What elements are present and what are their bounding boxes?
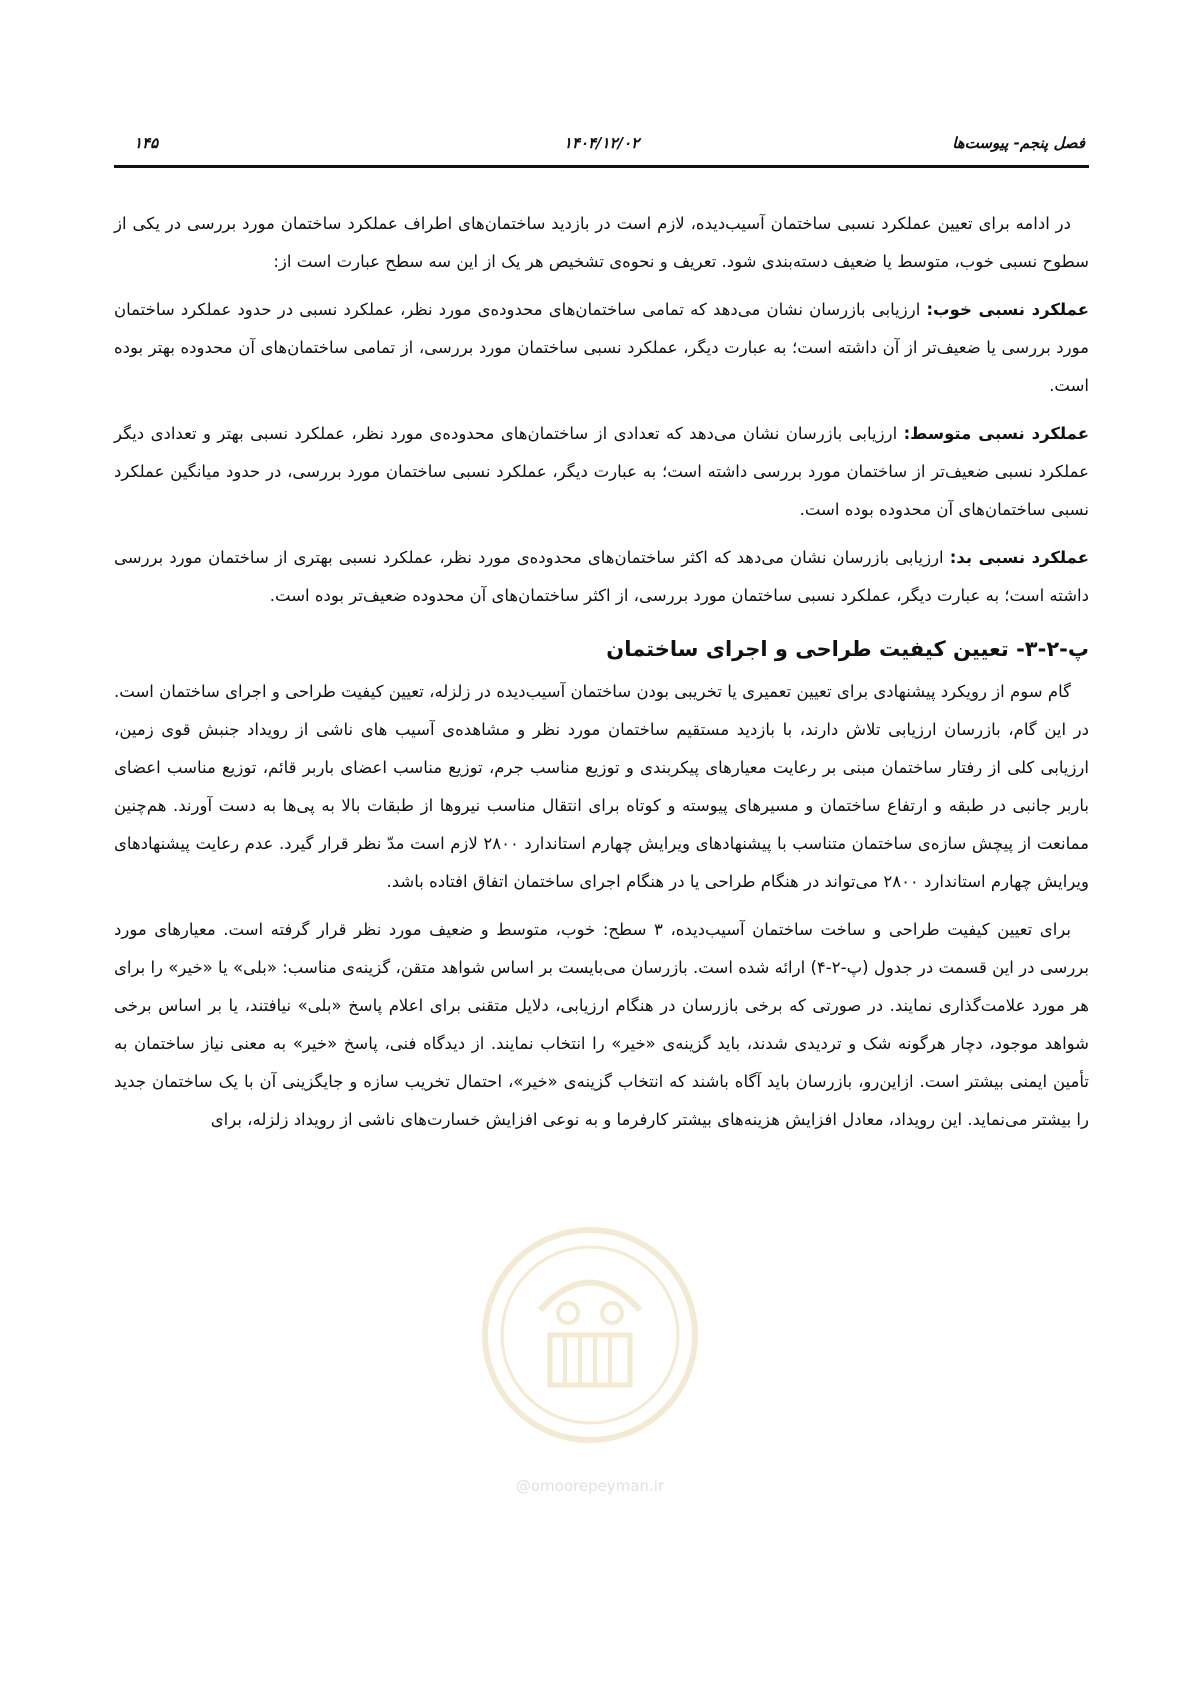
definition-text: ارزیابی بازرسان نشان می‌دهد که تمامی ساختمان‌های محدوده‌ی مورد نظر، عملکرد نسبی در حدود عملکرد ساختمان مورد بررسی یا ضعیف‌تر از آن داشته است؛ به عبارت دیگر، عملکرد نسبی ساختمان مورد بررسی، از تمامی ساختمان‌های آن محدوده بهتر بوده است. (114, 300, 1089, 395)
page-header (118, 128, 1085, 158)
section-paragraph: گام سوم از رویکرد پیشنهادی برای تعیین تعمیری یا تخریبی بودن ساختمان آسیب‌دیده در زلزله، تعیین کیفیت طراحی و اجرای ساختمان است. در این گام، بازرسان ارزیابی تلاش دارند، با بازدید مستقیم ساختمان مورد نظر و مشاهده‌ی آسیب های ناشی از رویداد جنبش قوی زمین، ارزیابی کلی از رفتار ساختمان مبنی بر رعایت معیارهای پیکربندی و توزیع مناسب جرم، توزیع مناسب اعضای باربر قائم، توزیع مناسب اعضای باربر جانبی در طبقه و ارتفاع ساختمان و مسیرهای پیوسته و کوتاه برای انتقال مناسب نیروها از طبقات بالا به پی‌ها به دست آورند. هم‌چنین ممانعت از پیچش سازه‌ی ساختمان متناسب با پیشنهادهای ویرایش چهارم استاندارد ۲۸۰۰ لازم است مدّ نظر قرار گیرد. عدم رعایت پیشنهادهای ویرایش چهارم استاندارد ۲۸۰۰ می‌تواند در هنگام طراحی یا در هنگام اجرای ساختمان اتفاق افتاده باشد. (114, 682, 1089, 891)
definition-term: عملکرد نسبی متوسط: (903, 424, 1089, 443)
watermark-logo-icon (470, 1215, 710, 1465)
header-date: ۱۴۰۴/۱۲/۰۲ (563, 134, 640, 152)
watermark-text: @omoorepeyman.ir (515, 1477, 665, 1495)
section-paragraph: برای تعیین کیفیت طراحی و ساخت ساختمان آسیب‌دیده، ۳ سطح: خوب، متوسط و ضعیف مورد نظر قرار گرفته است. معیارهای مورد بررسی در این قسمت در جدول (پ-۲-۴) ارائه شده است. بازرسان می‌بایست بر اساس شواهد متقن، گزینه‌ی مناسب: «بلی» یا «خیر» را برای هر مورد علامت‌گذاری نمایند. در صورتی که برخی بازرسان در هنگام ارزیابی، دلایل متقنی برای اعلام پاسخ «بلی» نیافتند، یا بر اساس برخی شواهد موجود، دچار هرگونه شک و تردیدی شدند، باید گزینه‌ی «خیر» را انتخاب نمایند. از دیدگاه فنی، پاسخ «خیر» به معنی نیاز ساختمان به تأمین ایمنی بیشتر است. ازاین‌رو، بازرسان باید آگاه باشند که انتخاب گزینه‌ی «خیر»، احتمال تخریب سازه و جایگزینی آن با یک ساختمان جدید را بیشتر می‌نماید. این رویداد، معادل افزایش هزینه‌های بیشتر کارفرما و به نوعی افزایش خسارت‌های ناشی از رویداد زلزله، برای (114, 920, 1089, 1129)
definition-medium (114, 415, 1089, 529)
definition-text: ارزیابی بازرسان نشان می‌دهد که اکثر ساختمان‌های محدوده‌ی مورد نظر، عملکرد نسبی بهتری از ساختمان مورد بررسی داشته است؛ به عبارت دیگر، عملکرد نسبی ساختمان مورد بررسی، از اکثر ساختمان‌های آن محدوده ضعیف‌تر بوده است. (114, 548, 1089, 605)
section-heading: پ-۲-۳- تعیین کیفیت طراحی و اجرای ساختمان (606, 637, 1089, 661)
definition-bad (114, 539, 1089, 615)
watermark (470, 1215, 710, 1515)
definition-good (114, 291, 1089, 405)
chapter-title: فصل پنجم- پیوست‌ها (952, 134, 1085, 152)
intro-paragraph: در ادامه برای تعیین عملکرد نسبی ساختمان آسیب‌دیده، لازم است در بازدید ساختمان‌های اطراف عملکرد ساختمان مورد بررسی در یکی از سطوح نسبی خوب، متوسط یا ضعیف دسته‌بندی شود. تعریف و نحوه‌ی تشخیص هر یک از این سه سطح عبارت است از: (114, 214, 1089, 271)
page-number: ۱۴۵ (134, 134, 159, 152)
definition-text: ارزیابی بازرسان نشان می‌دهد که تعدادی از ساختمان‌های محدوده‌ی مورد نظر، عملکرد نسبی بهتر و تعدادی دیگر عملکرد نسبی ضعیف‌تر از ساختمان مورد بررسی داشته است؛ به عبارت دیگر، عملکرد نسبی ساختمان مورد بررسی، در حدود میانگین عملکرد نسبی ساختمان‌های آن محدوده بوده است. (114, 424, 1089, 519)
definition-term: عملکرد نسبی خوب: (926, 300, 1089, 319)
main-content (114, 205, 1089, 1149)
header-divider (114, 165, 1089, 168)
definition-term: عملکرد نسبی بد: (949, 548, 1090, 567)
